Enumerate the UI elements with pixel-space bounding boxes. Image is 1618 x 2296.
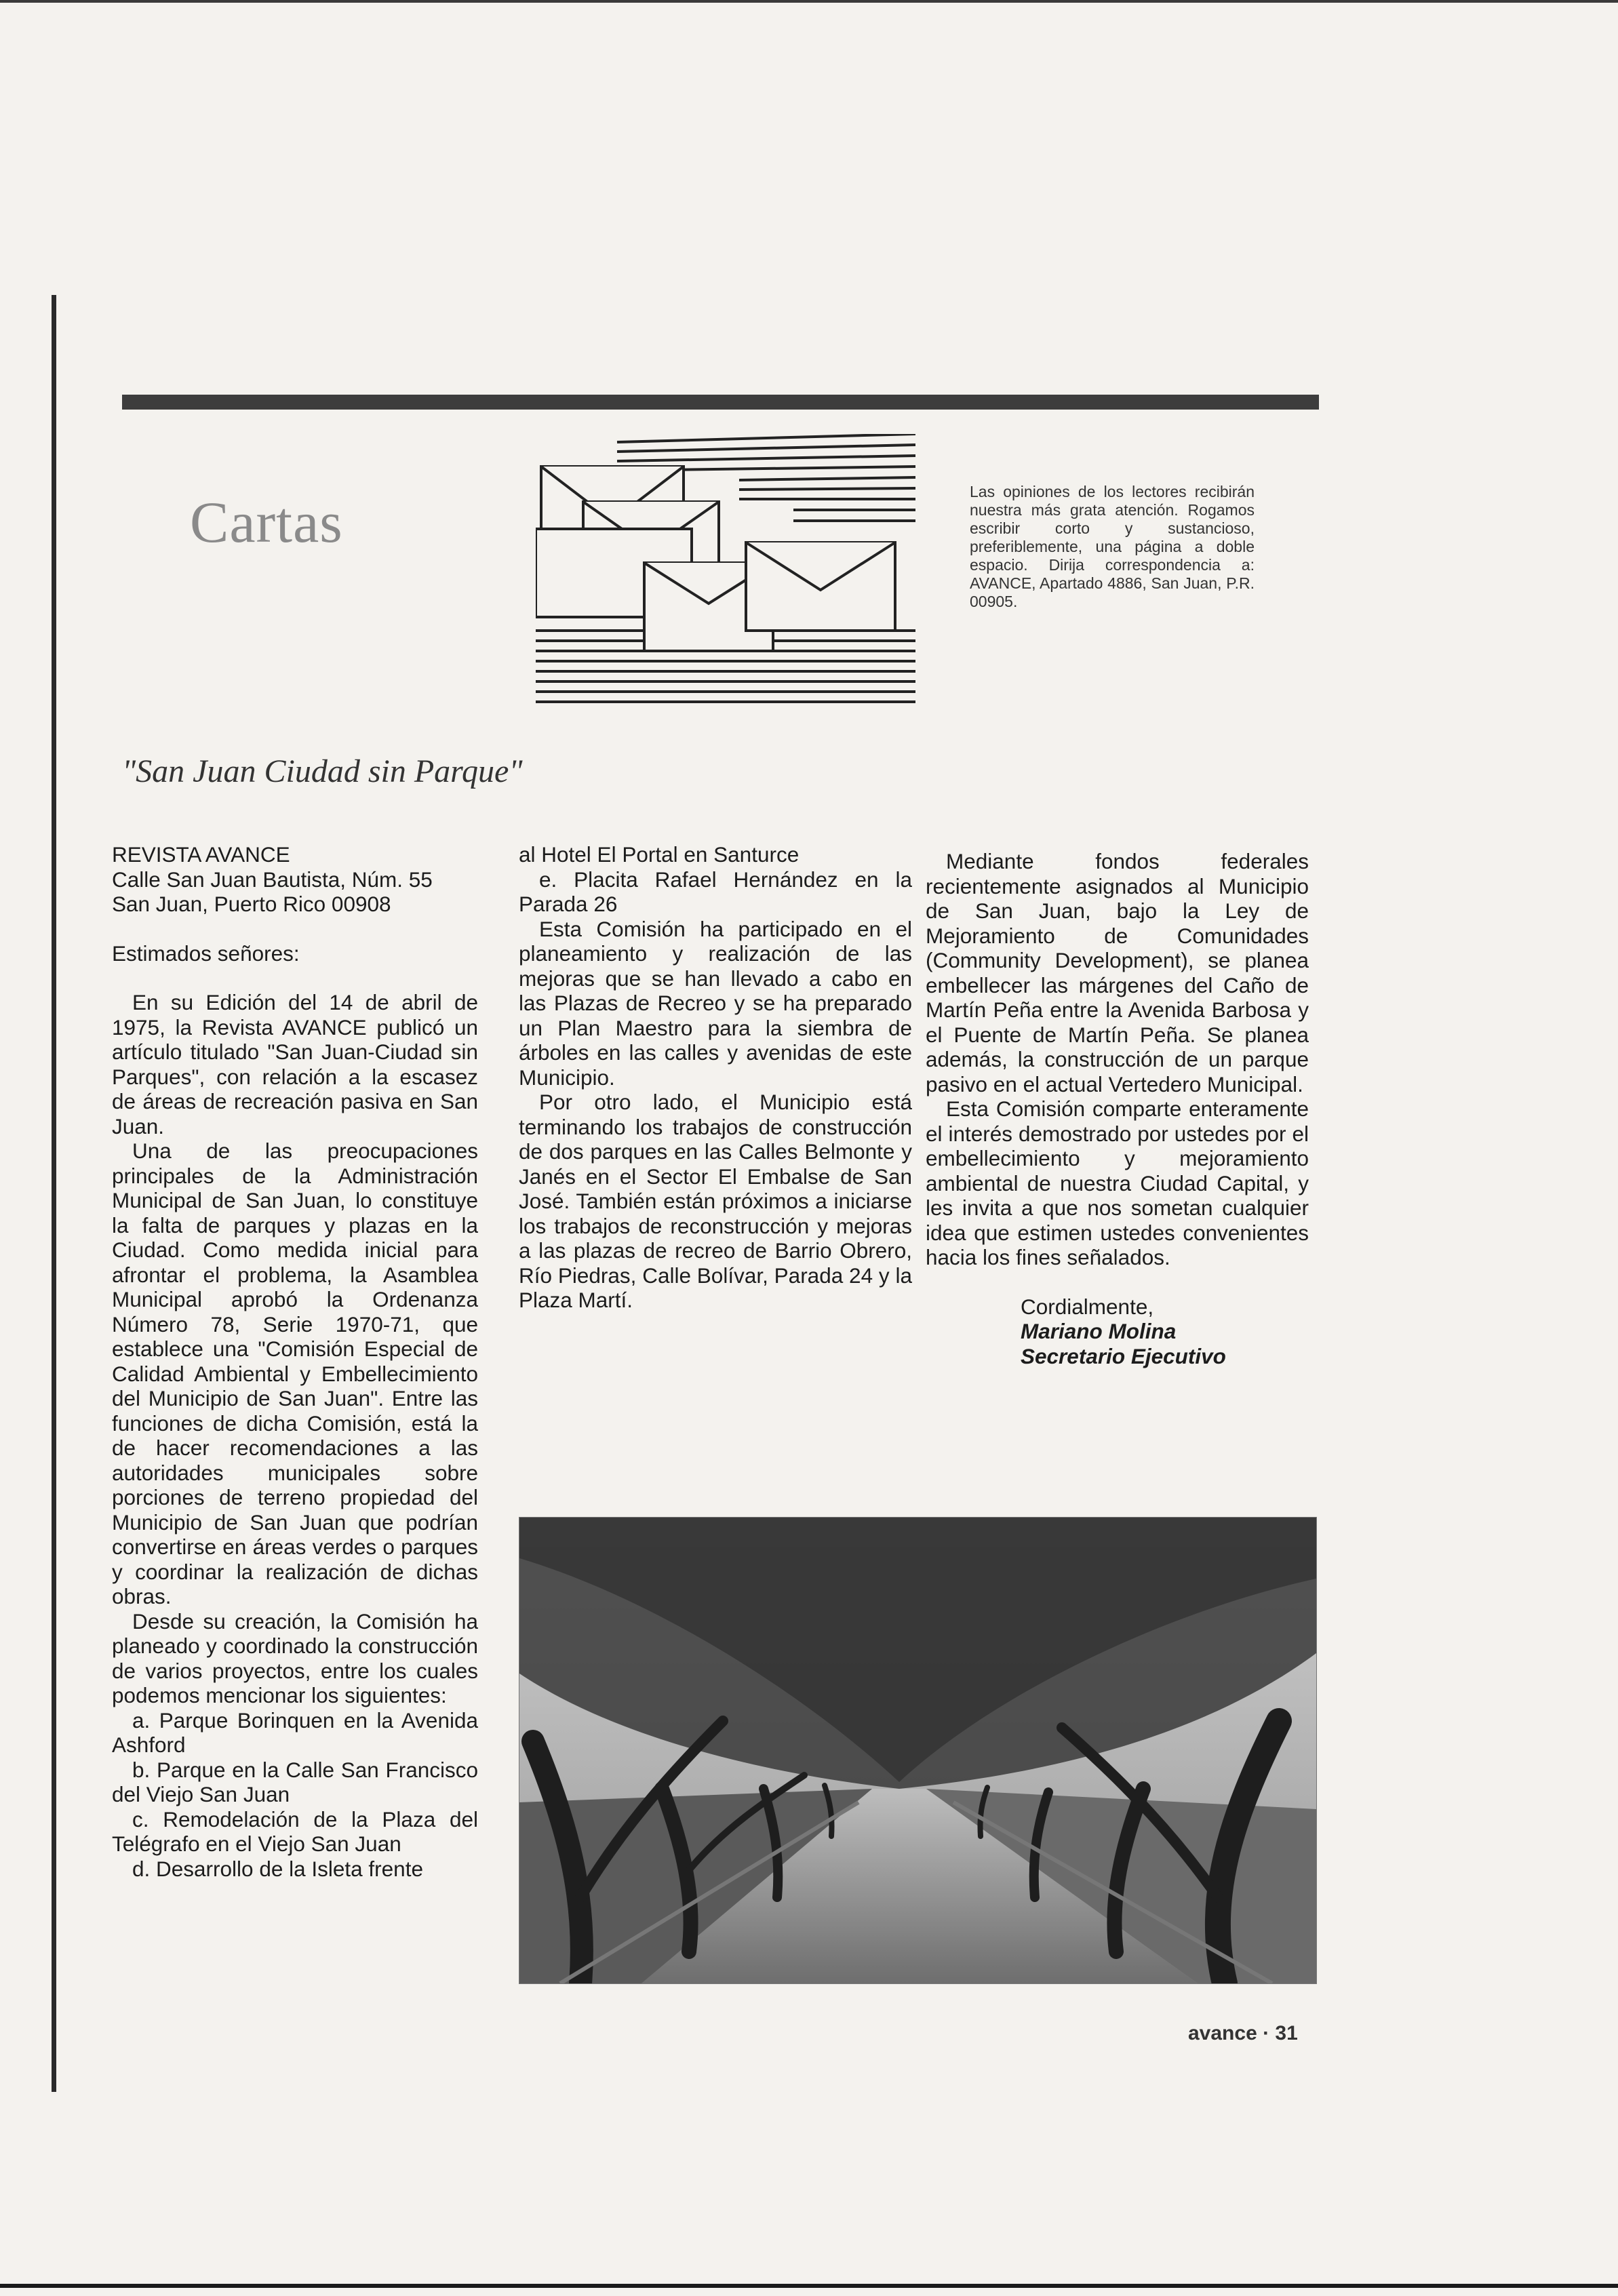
paragraph: Por otro lado, el Municipio está terminando los trabajos de construcción de dos parques en las Calles Belmonte y Janés en el Sector El Embalse de San José. También están próximos a iniciarse los trabajos de reconstrucción y mejoras a las plazas de recreo de Barrio Obrero, Río Piedras, Calle Bolívar, Parada 24 y la Plaza Martí.: [519, 1090, 912, 1312]
paragraph: Esta Comisión comparte enteramente el interés demostrado por ustedes por el embellecimiento y mejoramiento ambiental de nuestra Ciudad Capital, y les invita a que nos sometan cualquier idea que estimen ustedes convenientes hacia los fines señalados.: [926, 1096, 1309, 1269]
letter-title: "San Juan Ciudad sin Parque": [122, 753, 523, 789]
signer-title: Secretario Ejecutivo: [1021, 1343, 1226, 1368]
list-item: e. Placita Rafael Hernández en la Parada 26: [519, 867, 912, 916]
list-item: d. Desarrollo de la Isleta frente: [132, 1856, 423, 1881]
letter-closing: [926, 1294, 1309, 1369]
tree-lined-avenue-photo: [519, 1517, 1317, 1984]
letter-column-1: [112, 842, 478, 1881]
paragraph: Mediante fondos federales recientemente asignados al Municipio de San Juan, bajo la Ley de Mejoramiento de Comunidades (Community Development), se planea embellecer las márgenes del Caño de Martín Peña entre la Avenida Barbosa y el Puente de Martín Peña. Se planea además, la construcción de un parque pasivo en el actual Vertedero Municipal.: [926, 849, 1309, 1096]
salutation: Estimados señores:: [112, 941, 300, 966]
letter-column-2: [519, 842, 912, 1313]
scan-edge-left: [52, 295, 56, 2092]
list-item: a. Parque Borinquen en la Avenida Ashford: [112, 1707, 478, 1757]
scan-edge-top: [0, 0, 1618, 3]
scan-edge-bottom: [0, 2284, 1618, 2288]
address-line: Calle San Juan Bautista, Núm. 55: [112, 867, 433, 892]
closing-phrase: Cordialmente,: [1021, 1294, 1154, 1319]
letter-column-3: [926, 849, 1309, 1368]
list-item: al Hotel El Portal en Santurce: [519, 842, 800, 867]
list-item: c. Remodelación de la Plaza del Telégrafo en el Viejo San Juan: [112, 1806, 478, 1856]
envelopes-illustration: [536, 434, 915, 705]
paragraph: Una de las preocupaciones principales de la Administración Municipal de San Juan, lo constituye la falta de parques y plazas en la Ciudad. Como medida inicial para afrontar el problema, la Asamblea Municipal aprobó la Ordenanza Número 78, Serie 1970-71, que establece una "Comisión Especial de Calidad Ambiental y Embellecimiento del Municipio de San Juan". Entre las funciones de dicha Comisión, está la de hacer recomendaciones a las autoridades municipales sobre porciones de terreno propiedad del Municipio de San Juan que podrían convertirse en áreas verdes o parques y coordinar la realización de dichas obras.: [112, 1139, 478, 1608]
section-title: Cartas: [190, 490, 343, 555]
recipient-address: [112, 842, 478, 917]
paragraph: Esta Comisión ha participado en el planeamiento y realización de las mejoras que se han llevado a cabo en las Plazas de Recreo y se ha preparado un Plan Maestro para la siembra de árboles en las calles y avenidas de este Municipio.: [519, 916, 912, 1090]
address-line: REVISTA AVANCE: [112, 842, 290, 867]
paragraph: En su Edición del 14 de abril de 1975, la Revista AVANCE publicó un artículo titulado "San Juan-Ciudad sin Parques", con relación a la escasez de áreas de recreación pasiva en San Juan.: [112, 990, 478, 1139]
header-rule: [122, 395, 1319, 410]
signer-name: Mariano Molina: [1021, 1319, 1177, 1343]
editor-note: Las opiniones de los lectores recibirán nuestra más grata atención. Rogamos escribir corto y sustancioso, preferiblemente, una página a doble espacio. Dirija correspondencia a: AVANCE, Apartado 4886, San Juan, P.R. 00905.: [970, 483, 1255, 610]
page-number: avance · 31: [1188, 2022, 1298, 2044]
address-line: San Juan, Puerto Rico 00908: [112, 892, 391, 916]
paragraph: Desde su creación, la Comisión ha planeado y coordinado la construcción de varios proyectos, entre los cuales podemos mencionar los siguientes:: [112, 1608, 478, 1707]
list-item: b. Parque en la Calle San Francisco del Viejo San Juan: [112, 1757, 478, 1806]
